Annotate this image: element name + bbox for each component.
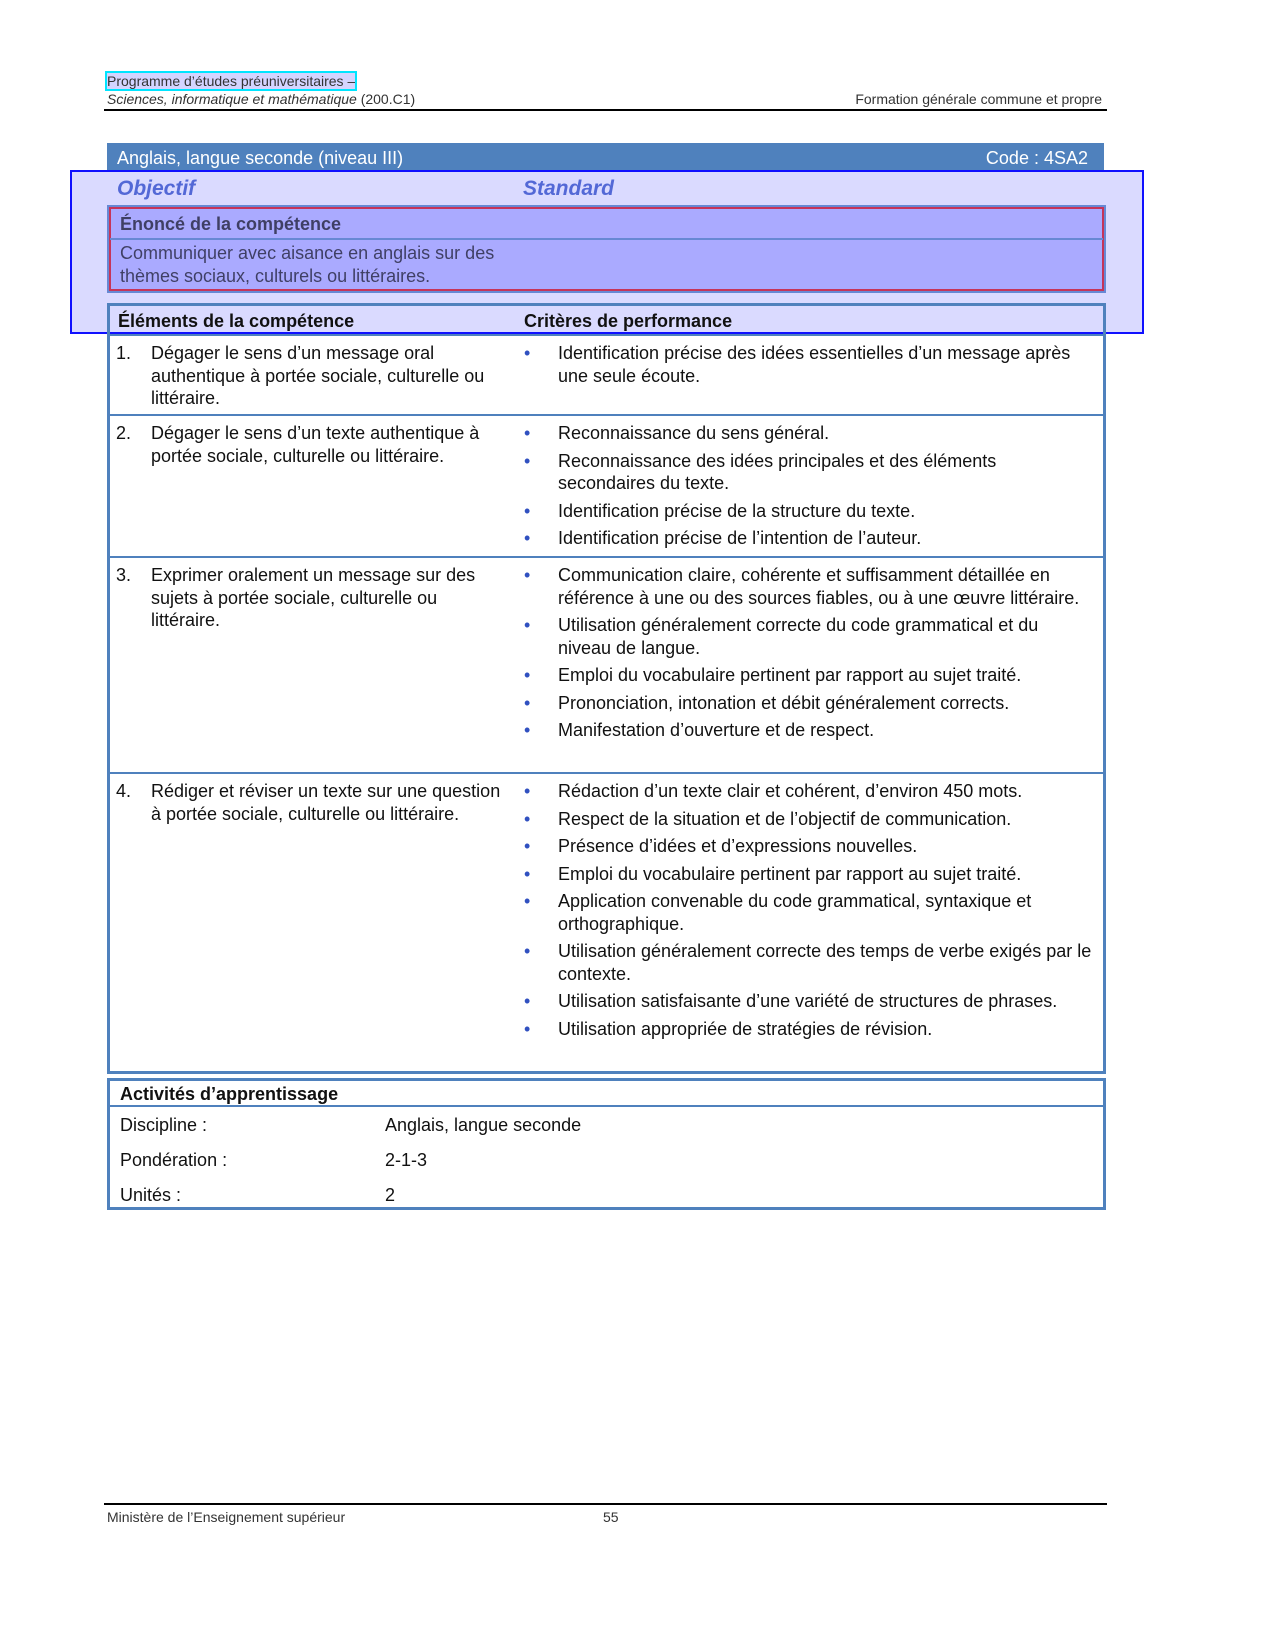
table-row <box>110 774 1103 1071</box>
objectif-heading: Objectif <box>117 177 196 200</box>
enonce-text: Communiquer avec aisance en anglais sur des thèmes sociaux, culturels ou littéraires. <box>120 243 495 286</box>
criterion: • Utilisation satisfaisante d’une variété de structures de phrases. <box>522 990 1092 1013</box>
standard-heading: Standard <box>523 177 615 200</box>
header-program-code: (200.C1) <box>356 91 416 107</box>
element-number: 3. <box>116 565 132 585</box>
discipline-label: Discipline : <box>120 1115 208 1135</box>
course-code: Code : 4SA2 <box>985 148 1088 168</box>
criterion: • Identification précise de l’intention de l’auteur. <box>522 527 1092 550</box>
criterion: • Utilisation généralement correcte du code grammatical et du niveau de langue. <box>522 614 1092 659</box>
element-text: Rédiger et réviser un texte sur une question à portée sociale, culturelle ou littéraire. <box>151 781 501 824</box>
header-program <box>107 73 355 89</box>
element-text: Dégager le sens d’un message oral authentique à portée sociale, culturelle ou littéraire. <box>151 343 485 408</box>
footer-rule <box>104 1503 1107 1505</box>
criterion: • Communication claire, cohérente et suffisamment détaillée en référence à une ou des sources fiables, ou à une œuvre littéraire. <box>522 564 1092 609</box>
table-row <box>110 416 1103 558</box>
table-row <box>110 558 1103 774</box>
element-text: Dégager le sens d’un texte authentique à portée sociale, culturelle ou littéraire. <box>151 423 480 466</box>
footer-ministry: Ministère de l’Enseignement supérieur <box>107 1509 346 1525</box>
page-number: 55 <box>603 1509 619 1525</box>
header-line1: Programme d’études préuniversitaires – <box>107 73 356 89</box>
criterion: • Rédaction d’un texte clair et cohérent, d’environ 450 mots. <box>522 780 1092 803</box>
col-elements: Éléments de la compétence <box>118 311 355 331</box>
course-title: Anglais, langue seconde (niveau III) <box>117 148 404 168</box>
unites-label: Unités : <box>120 1185 182 1205</box>
col-criteria: Critères de performance <box>524 311 733 331</box>
header-rule <box>104 109 1107 111</box>
table-header <box>110 306 1103 336</box>
table-row <box>110 336 1103 416</box>
header-right: Formation générale commune et propre <box>855 91 1102 107</box>
criterion: • Respect de la situation et de l’objectif de communication. <box>522 808 1092 831</box>
discipline-value: Anglais, langue seconde <box>385 1115 582 1135</box>
criterion: • Identification précise des idées essentielles d’un message après une seule écoute. <box>522 342 1092 387</box>
ponderation-value: 2-1-3 <box>385 1150 428 1170</box>
competence-table <box>107 303 1106 1074</box>
criterion: • Présence d’idées et d’expressions nouvelles. <box>522 835 1092 858</box>
criterion: • Reconnaissance des idées principales et des éléments secondaires du texte. <box>522 450 1092 495</box>
learning-activities <box>107 1078 1106 1210</box>
course-title-bar <box>107 143 1104 172</box>
divider <box>110 238 1103 240</box>
criterion: • Identification précise de la structure du texte. <box>522 500 1092 523</box>
criterion: • Emploi du vocabulaire pertinent par rapport au sujet traité. <box>522 664 1092 687</box>
criterion: • Utilisation appropriée de stratégies de révision. <box>522 1018 1092 1041</box>
divider <box>110 1105 1103 1107</box>
criterion: • Utilisation généralement correcte des temps de verbe exigés par le contexte. <box>522 940 1092 985</box>
ponderation-label: Pondération : <box>120 1150 228 1170</box>
element-text: Exprimer oralement un message sur des sujets à portée sociale, culturelle ou littéraire. <box>151 565 476 630</box>
criterion: • Application convenable du code grammatical, syntaxique et orthographique. <box>522 890 1092 935</box>
criterion: • Reconnaissance du sens général. <box>522 422 1092 445</box>
criterion: • Manifestation d’ouverture et de respect. <box>522 719 1092 742</box>
unites-value: 2 <box>385 1185 396 1205</box>
criterion: • Prononciation, intonation et débit généralement corrects. <box>522 692 1092 715</box>
objective-row <box>107 175 1104 205</box>
competence-statement <box>107 205 1106 293</box>
element-number: 4. <box>116 781 132 801</box>
header-line2 <box>107 91 415 107</box>
activities-heading: Activités d’apprentissage <box>120 1084 339 1104</box>
element-number: 2. <box>116 423 132 443</box>
criterion: • Emploi du vocabulaire pertinent par rapport au sujet traité. <box>522 863 1092 886</box>
enonce-heading: Énoncé de la compétence <box>120 214 342 234</box>
element-number: 1. <box>116 343 132 363</box>
header-program-name: Sciences, informatique et mathématique <box>107 91 357 107</box>
